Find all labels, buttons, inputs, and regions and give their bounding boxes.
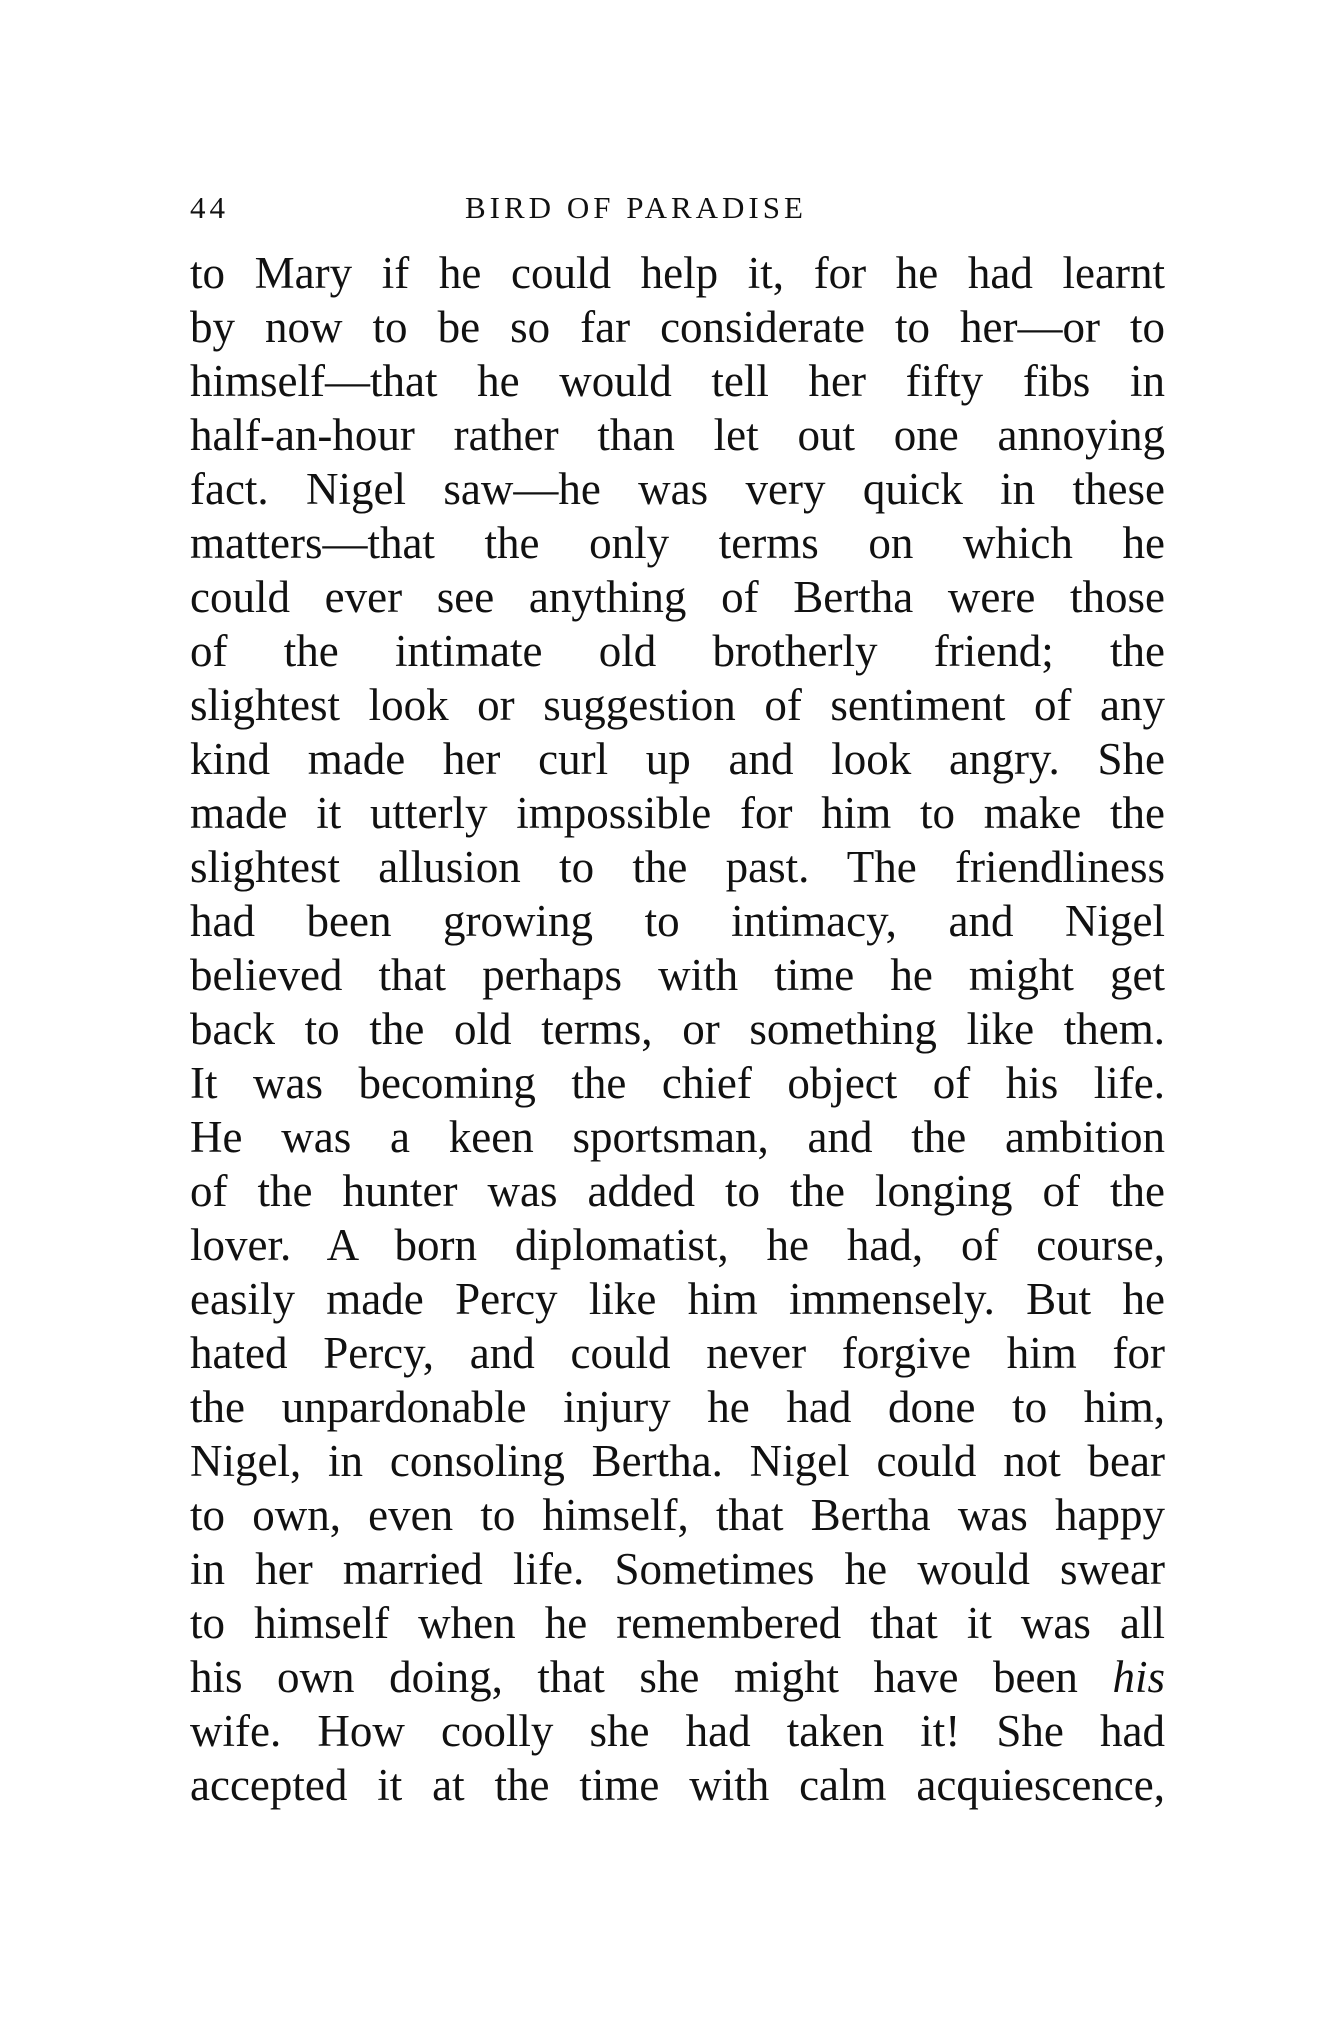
text-line: the unpardonable injury he had done to him, bbox=[190, 1382, 1165, 1432]
text-line: matters—that the only terms on which he bbox=[190, 518, 1165, 568]
text-line: slightest allusion to the past. The friendliness bbox=[190, 842, 1165, 892]
text-line: It was becoming the chief object of his life. bbox=[190, 1058, 1165, 1108]
text-line: slightest look or suggestion of sentiment of any bbox=[190, 680, 1165, 730]
running-head bbox=[190, 190, 1170, 236]
text-line: back to the old terms, or something like them. bbox=[190, 1004, 1165, 1054]
book-title: BIRD OF PARADISE bbox=[465, 190, 807, 225]
text-line: believed that perhaps with time he might get bbox=[190, 950, 1165, 1000]
text-line: of the hunter was added to the longing of the bbox=[190, 1166, 1165, 1216]
text-line: He was a keen sportsman, and the ambition bbox=[190, 1112, 1165, 1162]
text-run: his own doing, that she might have been bbox=[190, 1652, 1113, 1702]
text-line: of the intimate old brotherly friend; the bbox=[190, 626, 1165, 676]
text-line: half-an-hour rather than let out one annoying bbox=[190, 410, 1165, 460]
text-line: could ever see anything of Bertha were those bbox=[190, 572, 1165, 622]
text-line: to own, even to himself, that Bertha was happy bbox=[190, 1490, 1165, 1540]
page-number: 44 bbox=[190, 190, 229, 225]
text-line: Nigel, in consoling Bertha. Nigel could not bear bbox=[190, 1436, 1165, 1486]
text-line: to Mary if he could help it, for he had learnt bbox=[190, 248, 1165, 298]
text-line: by now to be so far considerate to her—or to bbox=[190, 302, 1165, 352]
text-line: easily made Percy like him immensely. But he bbox=[190, 1274, 1165, 1324]
text-line: kind made her curl up and look angry. She bbox=[190, 734, 1165, 784]
text-line: made it utterly impossible for him to make the bbox=[190, 788, 1165, 838]
text-line: fact. Nigel saw—he was very quick in these bbox=[190, 464, 1165, 514]
text-line-with-italic bbox=[190, 1650, 1165, 1704]
text-line: hated Percy, and could never forgive him for bbox=[190, 1328, 1165, 1378]
text-line: accepted it at the time with calm acquiescence, bbox=[190, 1760, 1165, 1810]
text-line: lover. A born diplomatist, he had, of course, bbox=[190, 1220, 1165, 1270]
text-line: in her married life. Sometimes he would swear bbox=[190, 1544, 1165, 1594]
italic-word: his bbox=[1112, 1652, 1165, 1702]
text-line: himself—that he would tell her fifty fibs in bbox=[190, 356, 1165, 406]
text-line: had been growing to intimacy, and Nigel bbox=[190, 896, 1165, 946]
text-line: wife. How coolly she had taken it! She had bbox=[190, 1706, 1165, 1756]
text-line: to himself when he remembered that it was all bbox=[190, 1598, 1165, 1648]
body-text bbox=[190, 246, 1165, 1812]
